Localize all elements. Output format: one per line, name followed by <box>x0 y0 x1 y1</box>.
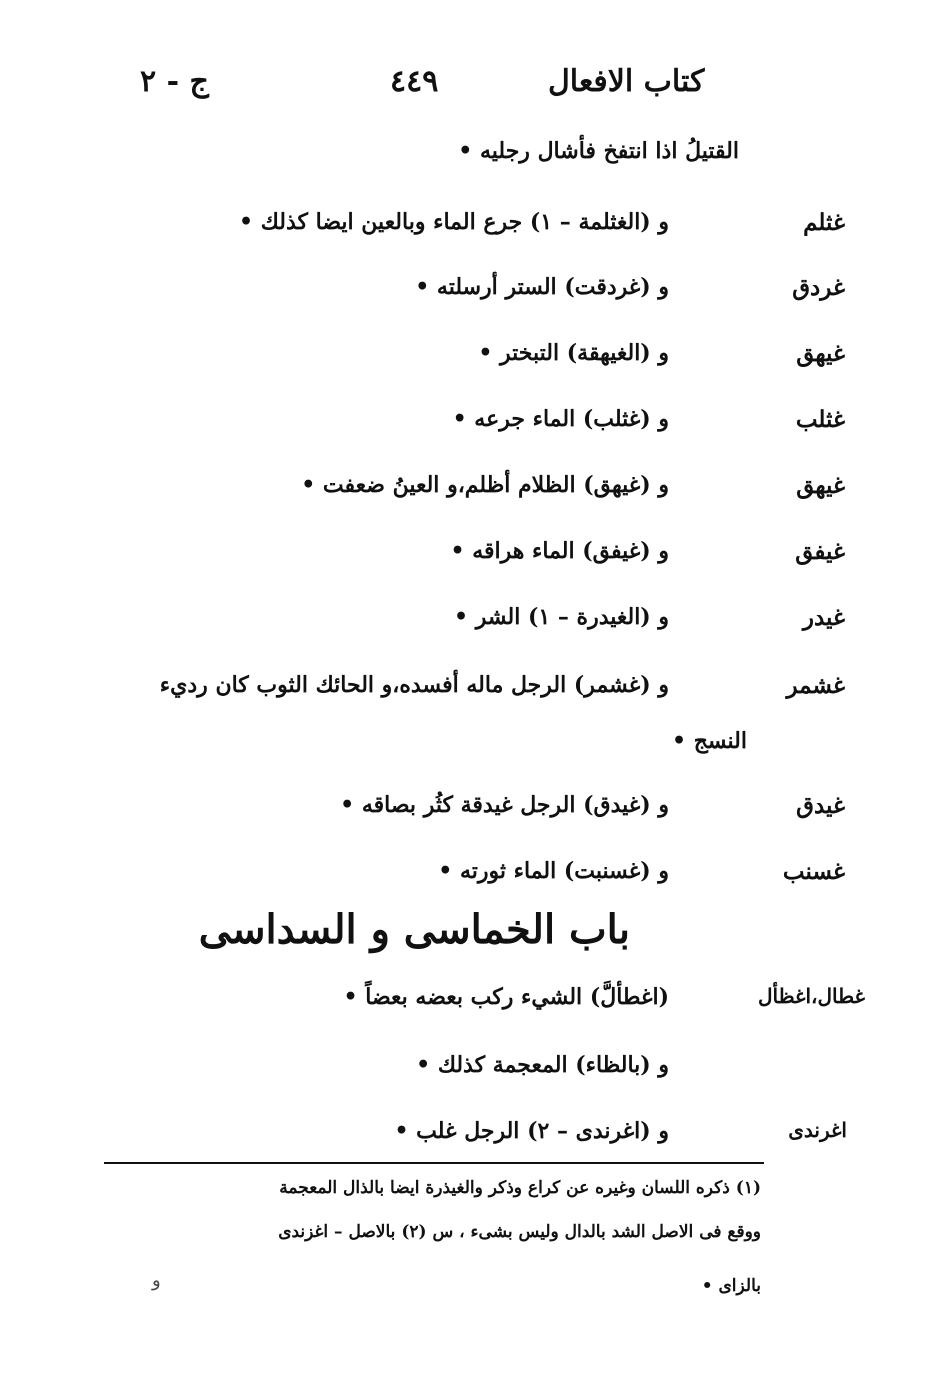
entry-row <box>0 203 927 259</box>
entry-definition: و (غيفق) الماء هراقه • <box>450 538 669 564</box>
entry-definition: و (الغيهقة) التبختر • <box>478 340 669 366</box>
entry-definition: و (غردقت) الستر أرسلته • <box>415 274 669 300</box>
entry-root: غيهق <box>796 472 845 499</box>
continuation-line: القتيلُ اذا انتفخ فأشال رجليه • <box>458 138 739 164</box>
entry-definition: و (اغرندى – ٢) الرجل غلب • <box>394 1118 669 1144</box>
footnote-line: (١) ذكره اللسان وغيره عن كراع وذكر والغيذرة ايضا بالذال المعجمة <box>279 1178 761 1198</box>
entry-row <box>0 978 927 1034</box>
entry-row <box>0 1046 927 1102</box>
entry-definition: و (غشمر) الرجل ماله أفسده،و الحائك الثوب كان رديء <box>159 672 669 698</box>
entry-row <box>0 1112 927 1168</box>
entry-row <box>0 852 927 908</box>
entry-root: غشمر <box>786 672 845 699</box>
volume-label: ج - ٢ <box>140 64 209 99</box>
entry-row <box>0 786 927 842</box>
running-title: كتاب الافعال <box>548 64 705 99</box>
footnote-divider <box>104 1162 764 1164</box>
stray-mark: و <box>152 1270 161 1291</box>
entry-row <box>0 598 927 654</box>
entry-root: غسنب <box>782 858 845 885</box>
entry-root: غيهق <box>796 340 845 367</box>
footnote-line: بالزاى • <box>701 1276 761 1296</box>
entry-root: غيدق <box>796 792 845 819</box>
entry-row <box>0 466 927 522</box>
entry-row <box>0 722 927 778</box>
entry-root: اغرندى <box>788 1118 847 1142</box>
entry-root: غثلم <box>803 209 845 236</box>
entry-root: غردق <box>792 274 845 301</box>
page-number: ٤٤٩ <box>390 64 439 99</box>
entry-definition: و (بالظاء) المعجمة كذلك • <box>416 1052 669 1078</box>
entry-definition: و (الغثلمة – ١) جرع الماء وبالعين ايضا كذلك • <box>238 209 669 235</box>
entry-root: غيدر <box>802 604 845 631</box>
entry-row <box>0 268 927 324</box>
entry-definition: و (غيهق) الظلام أظلم،و العينُ ضعفت • <box>301 472 669 498</box>
footnote-line: ووقع فى الاصل الشد بالدال وليس بشىء ، س (٢) بالاصل – اغزندى <box>278 1222 761 1242</box>
entry-definition: (اغطألَّ) الشيء ركب بعضه بعضاً • <box>343 984 669 1010</box>
entry-row <box>0 334 927 390</box>
entry-definition: و (الغيدرة – ١) الشر • <box>454 604 669 630</box>
entry-definition: و (غيدق) الرجل غيدقة كثُر بصاقه • <box>340 792 669 818</box>
entry-row <box>0 400 927 456</box>
entry-root: غثلب <box>795 406 845 433</box>
entry-row <box>0 532 927 588</box>
section-heading: باب الخماسى و السداسى <box>198 906 630 953</box>
entry-root: غيفق <box>795 538 845 565</box>
entry-definition-continued: النسج • <box>671 728 747 754</box>
entry-definition: و (غسنبت) الماء ثورته • <box>438 858 669 884</box>
entry-root: غطال،اغظأل <box>758 984 865 1008</box>
entry-definition: و (غثلب) الماء جرعه • <box>452 406 669 432</box>
entry-row <box>0 666 927 722</box>
